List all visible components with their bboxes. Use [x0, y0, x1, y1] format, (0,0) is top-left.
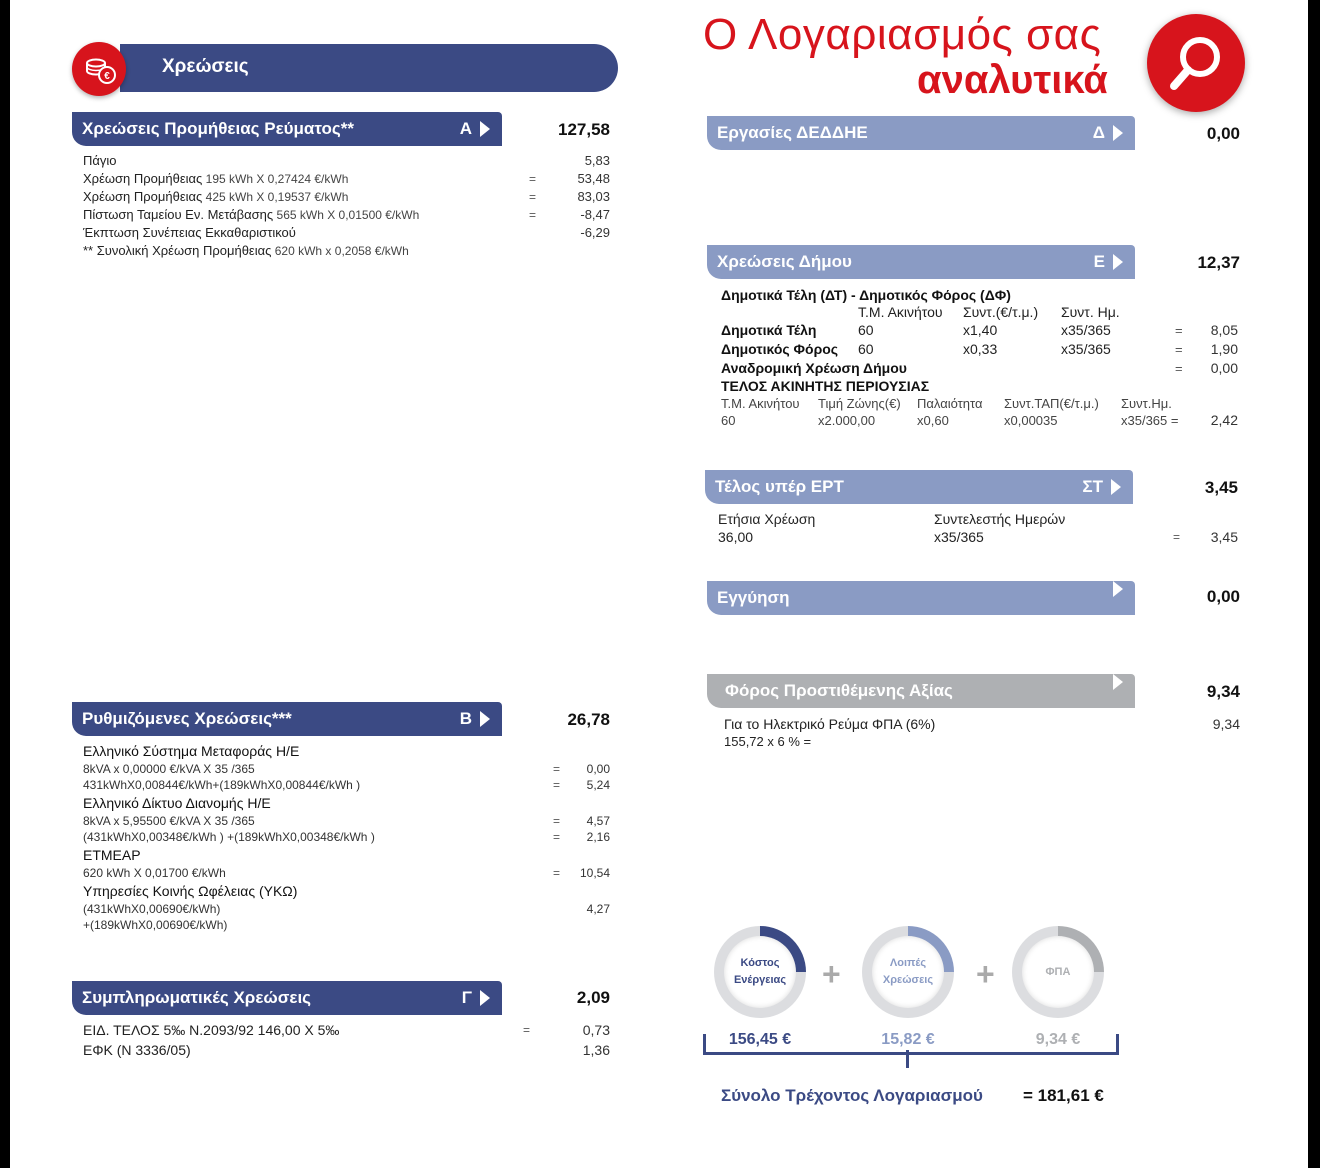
supply-row-detail: 565 kWh X 0,01500 €/kWh	[273, 208, 420, 222]
municipal-subtitle: Δημοτικά Τέλη (ΔΤ) - Δημοτικός Φόρος (ΔΦ)	[721, 287, 1011, 303]
supply-row-detail: 425 kWh X 0,19537 €/kWh	[202, 190, 349, 204]
equals-sign: =	[553, 866, 561, 880]
bracket-center-tick	[906, 1050, 909, 1068]
tap-header: Συντ.ΤΑΠ(€/τ.μ.)	[1004, 396, 1099, 411]
supply-charges-total: 127,58	[558, 120, 610, 139]
regulated-line-value: 4,57	[586, 814, 610, 828]
regulated-group-heading: Υπηρεσίες Κοινής Ωφέλειας (ΥΚΩ)	[83, 883, 298, 899]
arrow-right-icon	[1113, 581, 1123, 597]
regulated-line-formula: 431kWhX0,00844€/kWh+(189kWhX0,00844€/kWh )	[83, 778, 361, 792]
search-magnifier-icon	[1147, 14, 1245, 112]
vat-line1-value: 9,34	[1212, 716, 1240, 732]
arrow-right-icon	[480, 121, 490, 137]
donut-label-wrap	[1046, 964, 1071, 981]
supply-row-label: Χρέωση Προμήθειας	[83, 171, 203, 186]
supply-row	[83, 225, 296, 240]
municipal-row-days: x35/365	[1061, 341, 1111, 357]
arrow-right-icon	[1113, 254, 1123, 270]
guarantee-title: Εγγύηση	[717, 588, 790, 607]
arrow-right-icon	[1111, 479, 1121, 495]
municipal-col-rate: Συντ.(€/τ.μ.)	[963, 304, 1039, 320]
supplementary-charges-bar	[72, 981, 502, 1015]
summary-donut-label	[872, 936, 944, 1008]
regulated-line-formula: 8kVA x 5,95500 €/kVA X 35 /365	[83, 814, 255, 828]
ert-fee-code: ΣΤ	[1082, 477, 1103, 496]
ert-days-value: x35/365	[934, 529, 984, 545]
donut-label-wrap	[883, 955, 933, 989]
ert-value: 3,45	[1210, 529, 1238, 545]
supply-row-label: ** Συνολική Χρέωση Προμήθειας	[83, 243, 272, 258]
donut-label-line: Λοιπές	[889, 957, 927, 969]
regulated-line-value: 5,24	[586, 778, 610, 792]
tap-total: 2,42	[1210, 412, 1238, 428]
municipal-row-value: 1,90	[1210, 341, 1238, 357]
regulated-line-value: 2,16	[586, 830, 610, 844]
ert-fee-total: 3,45	[1204, 478, 1238, 497]
municipal-charges-total: 12,37	[1197, 253, 1240, 272]
supply-row-detail: 195 kWh X 0,27424 €/kWh	[202, 172, 349, 186]
supply-row-value: -6,29	[580, 225, 610, 240]
equals-sign: =	[553, 830, 561, 844]
equals-sign: =	[553, 762, 561, 776]
tap-title: ΤΕΛΟΣ ΑΚΙΝΗΤΗΣ ΠΕΡΙΟΥΣΙΑΣ	[721, 378, 930, 394]
regulated-line-formula: +(189kWhX0,00690€/kWh)	[83, 918, 228, 932]
supplementary-row-2-value: 1,36	[582, 1042, 610, 1058]
municipal-row-rate: x0,33	[963, 341, 998, 357]
equals-sign: =	[529, 190, 537, 204]
municipal-row-label: Δημοτικά Τέλη	[721, 322, 817, 338]
donut-label-line: ΦΠΑ	[1045, 965, 1071, 978]
municipal-row-value: 0,00	[1210, 360, 1238, 376]
regulated-line-value: 10,54	[579, 866, 610, 880]
tap-header: Παλαιότητα	[917, 396, 983, 411]
regulated-group-heading: ΕΤΜΕΑΡ	[83, 847, 141, 863]
donut-label-wrap	[734, 955, 786, 989]
vat-title: Φόρος Προστιθέμενης Αξίας	[725, 681, 953, 700]
summary-donut	[862, 926, 954, 1018]
tap-value: 60	[721, 413, 736, 428]
regulated-line-value: 0,00	[586, 762, 610, 776]
section-title: Χρεώσεις	[162, 56, 249, 77]
tap-header: Τ.Μ. Ακινήτου	[721, 396, 800, 411]
regulated-charges-title: Ρυθμιζόμενες Χρεώσεις***	[82, 709, 292, 728]
regulated-line-formula: (431kWhX0,00690€/kWh)	[83, 902, 221, 916]
supply-charges-bar	[72, 112, 502, 146]
equals-sign: =	[1175, 361, 1183, 376]
regulated-group-heading: Ελληνικό Σύστημα Μεταφοράς Η/Ε	[83, 743, 300, 759]
arrow-right-icon	[1113, 125, 1123, 141]
ert-annual-value: 36,00	[718, 529, 754, 545]
supply-charges-code: Α	[459, 119, 472, 138]
supplementary-charges-total: 2,09	[576, 988, 610, 1007]
equals-sign: =	[529, 172, 537, 186]
tap-value: x35/365 =	[1121, 413, 1179, 428]
tap-header: Συντ.Ημ.	[1121, 396, 1172, 411]
page-title-line2: αναλυτικά	[917, 58, 1108, 102]
summary-donut-amount: 9,34 €	[1035, 1031, 1081, 1048]
donut-label-line: Κόστος	[740, 957, 780, 969]
supply-row-label: Πάγιο	[83, 153, 117, 168]
supplementary-row-1: ΕΙΔ. ΤΕΛΟΣ 5‰ Ν.2093/92 146,00 X 5‰	[83, 1022, 340, 1038]
regulated-charges-total: 26,78	[567, 710, 610, 729]
municipal-row-label: Αναδρομική Χρέωση Δήμου	[721, 360, 907, 376]
deddie-works-bar	[707, 116, 1135, 150]
equals-sign: =	[553, 778, 561, 792]
supply-row	[83, 153, 117, 168]
guarantee-bar	[707, 581, 1135, 615]
municipal-charges-code: Ε	[1093, 252, 1105, 271]
tap-value: x2.000,00	[818, 413, 876, 428]
donut-label-line: Ενέργειας	[733, 974, 787, 986]
ert-fee-bar	[705, 470, 1133, 504]
regulated-line-formula: 8kVA x 0,00000 €/kVA X 35 /365	[83, 762, 255, 776]
vat-line2: 155,72 x 6 % =	[724, 734, 812, 749]
equals-sign: =	[1175, 323, 1183, 338]
supply-row-label: Πίστωση Ταμείου Εν. Μετάβασης	[83, 207, 274, 222]
ert-fee-title: Τέλος υπέρ ΕΡΤ	[715, 477, 844, 496]
plus-sign-2: +	[976, 956, 995, 992]
tap-value: x0,60	[917, 413, 949, 428]
arrow-right-icon	[480, 990, 490, 1006]
regulated-group-heading: Ελληνικό Δίκτυο Διανομής Η/Ε	[83, 795, 271, 811]
supplementary-row-2: ΕΦΚ (Ν 3336/05)	[83, 1042, 191, 1058]
supply-row	[83, 171, 348, 186]
bill-page: € Χρεώσεις Ο Λογαριασμός σας αναλυτικά Χρεώσεις Προμήθειας Ρεύματος** Α 127,58 Πάγιο 5,83 Χρέωση Προμήθειας 195 kWh X 0,27424 €/kWh = 53,48 Χρέωση Προμήθειας 425 kWh X 0,19537 €/kWh = 83,03 Πίστωση Ταμείου Εν. Μετάβασης 565 kWh X 0,01500 €/kWh = -8,47 Έκπτωση Συνέπειας Εκκαθαριστικού -6,29 ** Συνολική Χρέωση Προμήθειας 620 kWh x 0,2058 €/kWh Ρυθμιζόμενες Χρεώσεις*** Β 26,78 Ελληνικό Σύστημα Μεταφοράς Η/Ε 8kVA x 0,00000 €/kVA X 35 /365 = 0,00 431kWhX0,00844€/kWh+(189kWhX0,00844€/kWh ) = 5,24 Ελληνικό Δίκτυο Διανομής Η/Ε 8kVA x 5,95500 €/kVA X 35 /365 = 4,57 (431kWhX0,00348€/kWh ) +(189kWhX0,00348€/kWh ) = 2,16 ΕΤΜΕΑΡ 620 kWh X 0,01700 €/kWh = 10,54 Υπηρεσίες Κοινής Ωφέλειας (ΥΚΩ) (431kWhX0,00690€/kWh) 4,27 +(189kWhX0,00690€/kWh) Συμπληρωματικές Χρεώσεις Γ 2,09 ΕΙΔ. ΤΕΛΟΣ 5‰ Ν.2093/92 146,00 X 5‰ = 0,73 ΕΦΚ (Ν 3336/05) 1,36 Εργασίες ΔΕΔΔΗΕ Δ 0,00 Χρεώσεις Δήμου Ε 12,37 Δημοτικά Τέλη (ΔΤ) - Δημοτικός Φόρος (ΔΦ) Τ.Μ. Ακινήτου Συντ.(€/τ.μ.) Συντ. Ημ. Δημοτικά Τέλη 60 x1,40 x35/365 = 8,05 Δημοτικός Φόρος 60 x0,33 x35/365 = 1,90 Αναδρομική Χρέωση Δήμου = 0,00 ΤΕΛΟΣ ΑΚΙΝΗΤΗΣ ΠΕΡΙΟΥΣΙΑΣ Τ.Μ. Ακινήτου Τιμή Ζώνης(€) Παλαιότητα Συντ.ΤΑΠ(€/τ.μ.) Συντ.Ημ. 60 x2.000,00 x0,60 x0,00035 x35/365 = 2,42 Τέλος υπέρ ΕΡΤ ΣΤ 3,45 Ετήσια Χρέωση 36,00 Συντελεστής Ημερών x35/365 = 3,45 Εγγύηση 0,00 Φόρος Προστιθέμενης Αξίας 9,34 Για το Ηλεκτρικό Ρεύμα ΦΠΑ (6%) 9,34 155,72 x 6 % = Κόστος Ενέργειας 156,45 € Λοιπές Χρεώσεις 15,82 € ΦΠΑ 9,34 € + + Σύνολο Τρέχοντος Λογαριασμού = 181,61 €	[10, 0, 1308, 1168]
arrow-right-icon	[1113, 674, 1123, 690]
deddie-works-code: Δ	[1092, 123, 1105, 142]
supply-row-value: 83,03	[577, 189, 610, 204]
regulated-charges-code: Β	[459, 709, 472, 728]
supply-row-label: Έκπτωση Συνέπειας Εκκαθαριστικού	[83, 225, 296, 240]
page-title-line1: Ο Λογαριασμός σας	[703, 10, 1102, 59]
deddie-works-total: 0,00	[1206, 124, 1240, 143]
vat-total: 9,34	[1206, 682, 1240, 701]
supply-row	[83, 207, 419, 222]
summary-donut-amount: 15,82 €	[881, 1031, 935, 1048]
regulated-line-formula: (431kWhX0,00348€/kWh ) +(189kWhX0,00348€/kWh )	[83, 830, 375, 844]
summary-donut-label	[724, 936, 796, 1008]
municipal-row-days: x35/365	[1061, 322, 1111, 338]
municipal-row-sqm: 60	[858, 341, 874, 357]
summary-donut-amount: 156,45 €	[728, 1031, 792, 1048]
municipal-row-label: Δημοτικός Φόρος	[721, 341, 839, 357]
summary-donut-label	[1022, 936, 1094, 1008]
vat-bar	[707, 674, 1135, 708]
ert-annual-label: Ετήσια Χρέωση	[718, 511, 816, 527]
supplementary-charges-title: Συμπληρωματικές Χρεώσεις	[82, 988, 312, 1007]
regulated-line-formula: 620 kWh X 0,01700 €/kWh	[83, 866, 226, 880]
summary-donut	[1012, 926, 1104, 1018]
equals-sign: =	[1175, 342, 1183, 357]
supply-row	[83, 243, 409, 258]
supply-row-label: Χρέωση Προμήθειας	[83, 189, 203, 204]
ert-days-label: Συντελεστής Ημερών	[934, 511, 1066, 527]
plus-sign-1: +	[822, 956, 841, 992]
charges-icon	[72, 42, 126, 96]
supply-charges-title: Χρεώσεις Προμήθειας Ρεύματος**	[82, 119, 354, 138]
total-value: = 181,61 €	[1023, 1086, 1104, 1105]
municipal-row-sqm: 60	[858, 322, 874, 338]
supply-row-detail: 620 kWh x 0,2058 €/kWh	[271, 244, 409, 258]
tap-header: Τιμή Ζώνης(€)	[818, 396, 901, 411]
municipal-charges-title: Χρεώσεις Δήμου	[717, 252, 852, 271]
vat-line1: Για το Ηλεκτρικό Ρεύμα ΦΠΑ (6%)	[724, 716, 936, 732]
municipal-charges-bar	[707, 245, 1135, 279]
donut-label-line: Χρεώσεις	[882, 974, 934, 986]
supplementary-row-1-value: 0,73	[582, 1022, 610, 1038]
regulated-charges-bar	[72, 702, 502, 736]
total-label: Σύνολο Τρέχοντος Λογαριασμού	[721, 1086, 983, 1105]
supply-row-value: 53,48	[577, 171, 610, 186]
municipal-col-sqm: Τ.Μ. Ακινήτου	[858, 304, 943, 320]
regulated-line-value: 4,27	[586, 902, 610, 916]
summary-donut	[714, 926, 806, 1018]
tap-value: x0,00035	[1004, 413, 1058, 428]
equals-sign: =	[553, 814, 561, 828]
supplementary-charges-code: Γ	[461, 988, 472, 1007]
municipal-col-days: Συντ. Ημ.	[1061, 304, 1120, 320]
equals-sign: =	[529, 208, 537, 222]
guarantee-total: 0,00	[1206, 587, 1240, 606]
municipal-row-rate: x1,40	[963, 322, 998, 338]
supply-row-value: -8,47	[580, 207, 610, 222]
municipal-row-value: 8,05	[1210, 322, 1238, 338]
arrow-right-icon	[480, 711, 490, 727]
supply-row	[83, 189, 348, 204]
supply-row-value: 5,83	[584, 153, 610, 168]
deddie-works-title: Εργασίες ΔΕΔΔΗΕ	[717, 123, 868, 142]
svg-text:€: €	[104, 71, 110, 82]
